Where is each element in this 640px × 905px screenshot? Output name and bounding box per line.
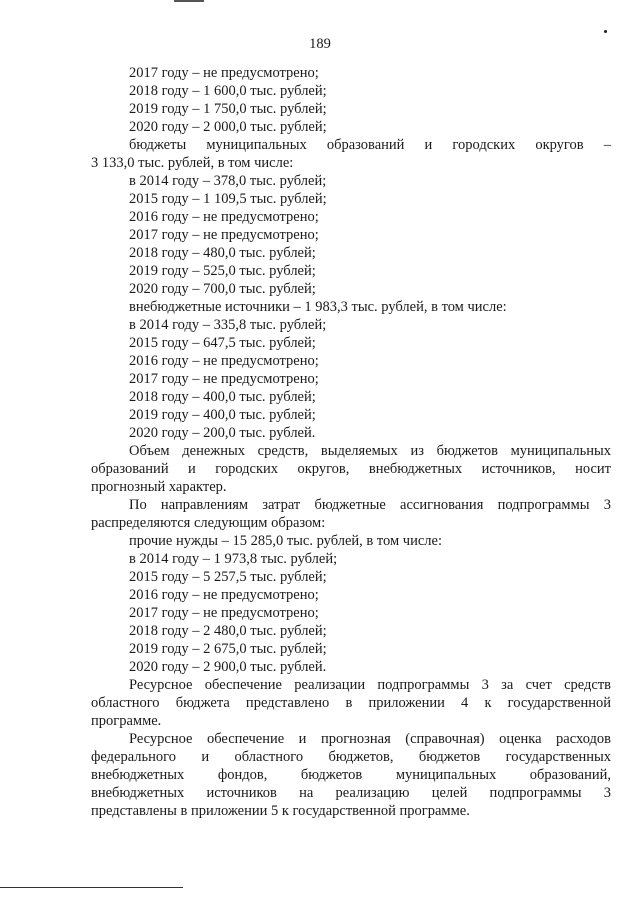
text-line: 2016 году – не предусмотрено;: [129, 587, 319, 603]
text-line: представлены в приложении 5 к государственной программе.: [91, 803, 470, 819]
text-line: 2017 году – не предусмотрено;: [129, 371, 319, 387]
text-line: 2018 году – 400,0 тыс. рублей;: [129, 389, 316, 405]
text-line: 3 133,0 тыс. рублей, в том числе:: [91, 155, 294, 171]
text-line: 2019 году – 1 750,0 тыс. рублей;: [129, 101, 327, 117]
text-line: 2015 году – 1 109,5 тыс. рублей;: [129, 191, 327, 207]
text-line: внебюджетные источники – 1 983,3 тыс. рублей, в том числе:: [129, 299, 507, 315]
document-body: [91, 64, 611, 820]
text-line: внебюджетных источников на реализацию целей подпрограммы 3: [91, 785, 611, 801]
text-line: 2020 году – 2 900,0 тыс. рублей.: [129, 659, 327, 675]
text-line: 2018 году – 2 480,0 тыс. рублей;: [129, 623, 327, 639]
text-line: 2016 году – не предусмотрено;: [129, 353, 319, 369]
scan-mark: [174, 0, 204, 2]
text-line: образований и городских округов, внебюджетных источников, носит: [91, 461, 611, 477]
text-line: 2015 году – 5 257,5 тыс. рублей;: [129, 569, 327, 585]
text-line: 2019 году – 2 675,0 тыс. рублей;: [129, 641, 327, 657]
text-line: прогнозный характер.: [91, 479, 227, 495]
text-line: 2019 году – 400,0 тыс. рублей;: [129, 407, 316, 423]
text-line: распределяются следующим образом:: [91, 515, 326, 531]
footer-rule: [0, 887, 183, 888]
text-line: 2015 году – 647,5 тыс. рублей;: [129, 335, 316, 351]
text-line: По направлениям затрат бюджетные ассигнования подпрограммы 3: [129, 497, 611, 513]
text-line: федерального и областного бюджетов, бюджетов государственных: [91, 749, 611, 765]
text-line: 2020 году – 200,0 тыс. рублей.: [129, 425, 316, 441]
text-line: 2017 году – не предусмотрено;: [129, 227, 319, 243]
text-line: 2017 году – не предусмотрено;: [129, 65, 319, 81]
text-line: 2020 году – 700,0 тыс. рублей;: [129, 281, 316, 297]
text-line: Объем денежных средств, выделяемых из бюджетов муниципальных: [129, 443, 611, 459]
text-line: областного бюджета представлено в приложении 4 к государственной: [91, 695, 611, 711]
text-line: в 2014 году – 335,8 тыс. рублей;: [129, 317, 327, 333]
text-line: 2018 году – 480,0 тыс. рублей;: [129, 245, 316, 261]
text-line: Ресурсное обеспечение реализации подпрограммы 3 за счет средств: [129, 677, 611, 693]
text-line: внебюджетных фондов, бюджетов муниципальных образований,: [91, 767, 611, 783]
text-line: прочие нужды – 15 285,0 тыс. рублей, в том числе:: [129, 533, 442, 549]
text-line: 2018 году – 1 600,0 тыс. рублей;: [129, 83, 327, 99]
text-line: в 2014 году – 1 973,8 тыс. рублей;: [129, 551, 338, 567]
scan-dot: [604, 30, 607, 33]
text-line: в 2014 году – 378,0 тыс. рублей;: [129, 173, 327, 189]
text-line: 2019 году – 525,0 тыс. рублей;: [129, 263, 316, 279]
page-number: 189: [309, 36, 331, 52]
text-line: бюджеты муниципальных образований и городских округов –: [129, 137, 611, 153]
text-line: программе.: [91, 713, 162, 729]
text-line: 2020 году – 2 000,0 тыс. рублей;: [129, 119, 327, 135]
text-line: 2016 году – не предусмотрено;: [129, 209, 319, 225]
text-line: 2017 году – не предусмотрено;: [129, 605, 319, 621]
text-line: Ресурсное обеспечение и прогнозная (справочная) оценка расходов: [129, 731, 611, 747]
